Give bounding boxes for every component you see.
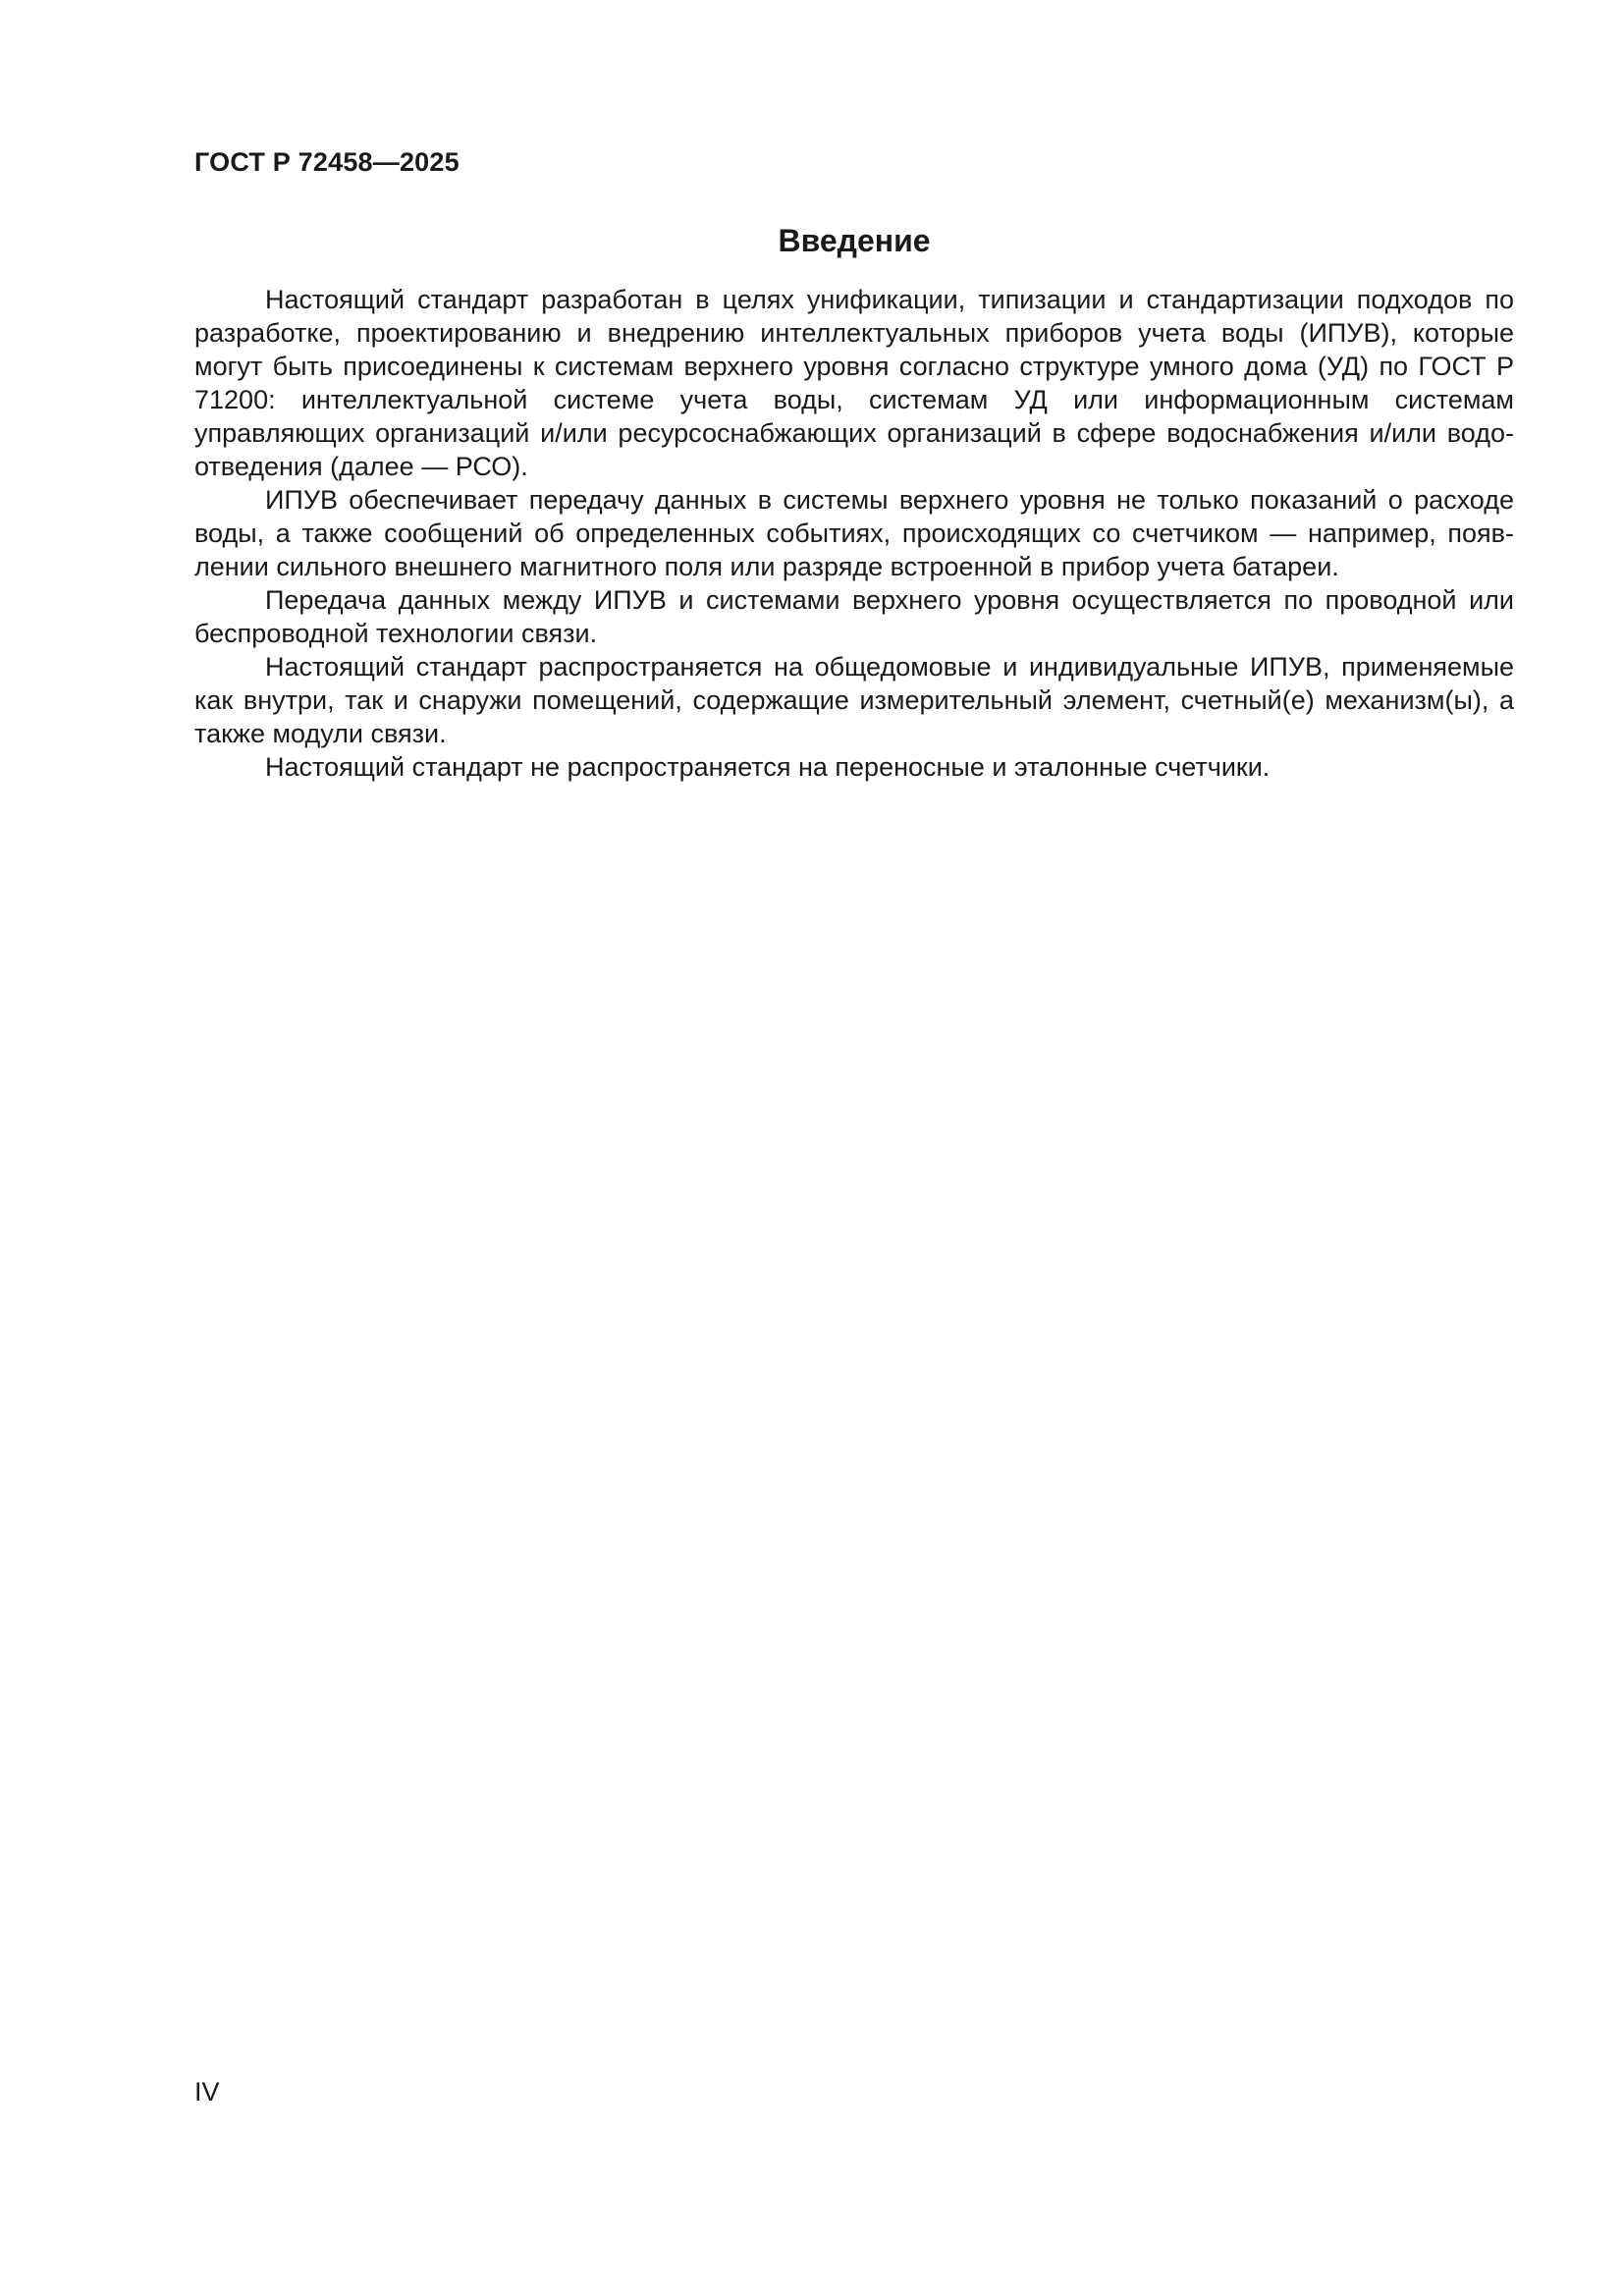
document-header: ГОСТ Р 72458—2025 (194, 147, 460, 177)
paragraph: Настоящий стандарт не распространяется на переносные и эталонные счетчики. (265, 752, 1271, 782)
paragraph: Настоящий стандарт распространяется на общедомовые и индивидуальные ИПУВ, применяемые как внутри, так и снаружи помещений, содержащие измерительный элемент, счетный(е) механизм(ы), а также модули связи. (194, 652, 1514, 748)
paragraph: ИПУВ обеспечивает передачу данных в системы верхнего уровня не только показаний о расходе воды, а также сообщений об определенных событиях, происходящих со счетчиком — например, появлении сильного внешнего магнитного поля или разряде встроенной в прибор учета батареи. (194, 485, 1514, 581)
section-title: Введение (778, 223, 931, 258)
section-body (194, 283, 1514, 784)
paragraph: Настоящий стандарт разработан в целях унификации, типизации и стандартизации подходов по разработке, проектированию и внедрению интеллектуальных приборов учета воды (ИПУВ), которые могут быть присоединены к системам верхнего уровня согласно структуре умного дома (УД) по ГОСТ Р 71200: интеллектуальной системе учета воды, системам УД или информационным системам управляющих организаций и/или ресурсоснабжающих организаций в сфере водоснабжения и/или водоотведения (далее — РСО). (194, 285, 1514, 481)
page-number: IV (194, 2077, 220, 2106)
paragraph: Передача данных между ИПУВ и системами верхнего уровня осуществляется по проводной или беспроводной технологии связи. (194, 585, 1514, 648)
